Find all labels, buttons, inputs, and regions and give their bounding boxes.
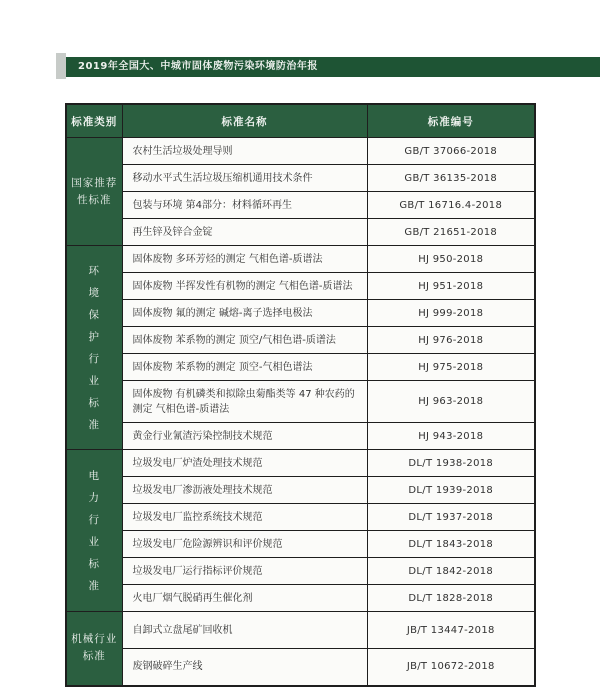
table-row bbox=[66, 504, 535, 531]
table-header-row bbox=[66, 104, 535, 138]
standard-code: HJ 999-2018 bbox=[367, 300, 535, 327]
category-line: 机械行业 bbox=[71, 633, 118, 646]
standard-code: HJ 943-2018 bbox=[367, 423, 535, 450]
standard-code: DL/T 1828-2018 bbox=[367, 585, 535, 612]
category-cell-national bbox=[66, 138, 122, 246]
standard-name: 移动水平式生活垃圾压缩机通用技术条件 bbox=[122, 165, 367, 192]
standard-name: 垃圾发电厂危险源辨识和评价规范 bbox=[122, 531, 367, 558]
standard-name: 垃圾发电厂炉渣处理技术规范 bbox=[122, 450, 367, 477]
standard-code: DL/T 1843-2018 bbox=[367, 531, 535, 558]
standard-code: GB/T 16716.4-2018 bbox=[367, 192, 535, 219]
standard-code: DL/T 1842-2018 bbox=[367, 558, 535, 585]
table-row bbox=[66, 138, 535, 165]
standard-name: 废钢破碎生产线 bbox=[122, 649, 367, 686]
table-row bbox=[66, 192, 535, 219]
category-line: 标 bbox=[88, 557, 100, 570]
category-cell-environment bbox=[66, 246, 122, 450]
table-row bbox=[66, 273, 535, 300]
col-header-category: 标准类别 bbox=[66, 104, 122, 138]
category-line: 标 bbox=[88, 396, 100, 409]
standard-code: GB/T 36135-2018 bbox=[367, 165, 535, 192]
banner-accent-block bbox=[56, 53, 66, 79]
standard-code: HJ 976-2018 bbox=[367, 327, 535, 354]
report-title-banner bbox=[66, 57, 600, 77]
table-row bbox=[66, 381, 535, 423]
standard-name: 包装与环境 第4部分：材料循环再生 bbox=[122, 192, 367, 219]
standard-code: HJ 963-2018 bbox=[367, 381, 535, 423]
col-header-name: 标准名称 bbox=[122, 104, 367, 138]
standard-name: 固体废物 半挥发性有机物的测定 气相色谱-质谱法 bbox=[122, 273, 367, 300]
table-row bbox=[66, 246, 535, 273]
standard-name: 固体废物 苯系物的测定 顶空/气相色谱-质谱法 bbox=[122, 327, 367, 354]
standard-code: HJ 951-2018 bbox=[367, 273, 535, 300]
table-row bbox=[66, 531, 535, 558]
standard-code: HJ 950-2018 bbox=[367, 246, 535, 273]
standard-code: HJ 975-2018 bbox=[367, 354, 535, 381]
category-line: 准 bbox=[88, 579, 100, 592]
report-title: 2019年全国大、中城市固体废物污染环境防治年报 bbox=[78, 61, 318, 72]
category-line: 力 bbox=[88, 491, 100, 504]
standard-name: 固体废物 苯系物的测定 顶空-气相色谱法 bbox=[122, 354, 367, 381]
table-row bbox=[66, 477, 535, 504]
standard-name: 再生锌及锌合金锭 bbox=[122, 219, 367, 246]
standard-code: DL/T 1939-2018 bbox=[367, 477, 535, 504]
table-row bbox=[66, 354, 535, 381]
category-line: 行 bbox=[88, 513, 100, 526]
table-row bbox=[66, 558, 535, 585]
table-row bbox=[66, 423, 535, 450]
category-line: 标准 bbox=[82, 650, 106, 663]
standard-name: 垃圾发电厂监控系统技术规范 bbox=[122, 504, 367, 531]
category-line: 境 bbox=[88, 286, 100, 299]
standard-name: 垃圾发电厂渗沥液处理技术规范 bbox=[122, 477, 367, 504]
category-line: 护 bbox=[88, 330, 100, 343]
category-line: 准 bbox=[88, 418, 100, 431]
standard-name: 固体废物 多环芳烃的测定 气相色谱-质谱法 bbox=[122, 246, 367, 273]
standards-table bbox=[65, 103, 536, 687]
standard-code: DL/T 1937-2018 bbox=[367, 504, 535, 531]
table-row bbox=[66, 165, 535, 192]
standard-code: GB/T 21651-2018 bbox=[367, 219, 535, 246]
standard-name: 固体废物 氟的测定 碱熔-离子选择电极法 bbox=[122, 300, 367, 327]
col-header-code: 标准编号 bbox=[367, 104, 535, 138]
table-row bbox=[66, 219, 535, 246]
table-row bbox=[66, 612, 535, 649]
category-cell-machinery bbox=[66, 612, 122, 686]
category-line: 行 bbox=[88, 352, 100, 365]
category-line: 业 bbox=[88, 374, 100, 387]
standard-code: JB/T 10672-2018 bbox=[367, 649, 535, 686]
category-line: 国家推荐 bbox=[71, 176, 118, 189]
table-row bbox=[66, 450, 535, 477]
standard-name: 垃圾发电厂运行指标评价规范 bbox=[122, 558, 367, 585]
table-row bbox=[66, 327, 535, 354]
category-line: 环 bbox=[88, 264, 100, 277]
category-line: 电 bbox=[88, 469, 100, 482]
table-row bbox=[66, 585, 535, 612]
standard-name: 黄金行业氰渣污染控制技术规范 bbox=[122, 423, 367, 450]
standard-name: 农村生活垃圾处理导则 bbox=[122, 138, 367, 165]
category-cell-power bbox=[66, 450, 122, 612]
standard-name: 火电厂烟气脱硝再生催化剂 bbox=[122, 585, 367, 612]
standard-name: 自卸式立盘尾矿回收机 bbox=[122, 612, 367, 649]
standard-name: 固体废物 有机磷类和拟除虫菊酯类等 47 种农药的测定 气相色谱-质谱法 bbox=[122, 381, 367, 423]
standard-code: JB/T 13447-2018 bbox=[367, 612, 535, 649]
table-row bbox=[66, 649, 535, 686]
table-row bbox=[66, 300, 535, 327]
category-line: 业 bbox=[88, 535, 100, 548]
category-line: 性标准 bbox=[77, 193, 112, 206]
standard-code: GB/T 37066-2018 bbox=[367, 138, 535, 165]
standard-code: DL/T 1938-2018 bbox=[367, 450, 535, 477]
category-line: 保 bbox=[88, 308, 100, 321]
